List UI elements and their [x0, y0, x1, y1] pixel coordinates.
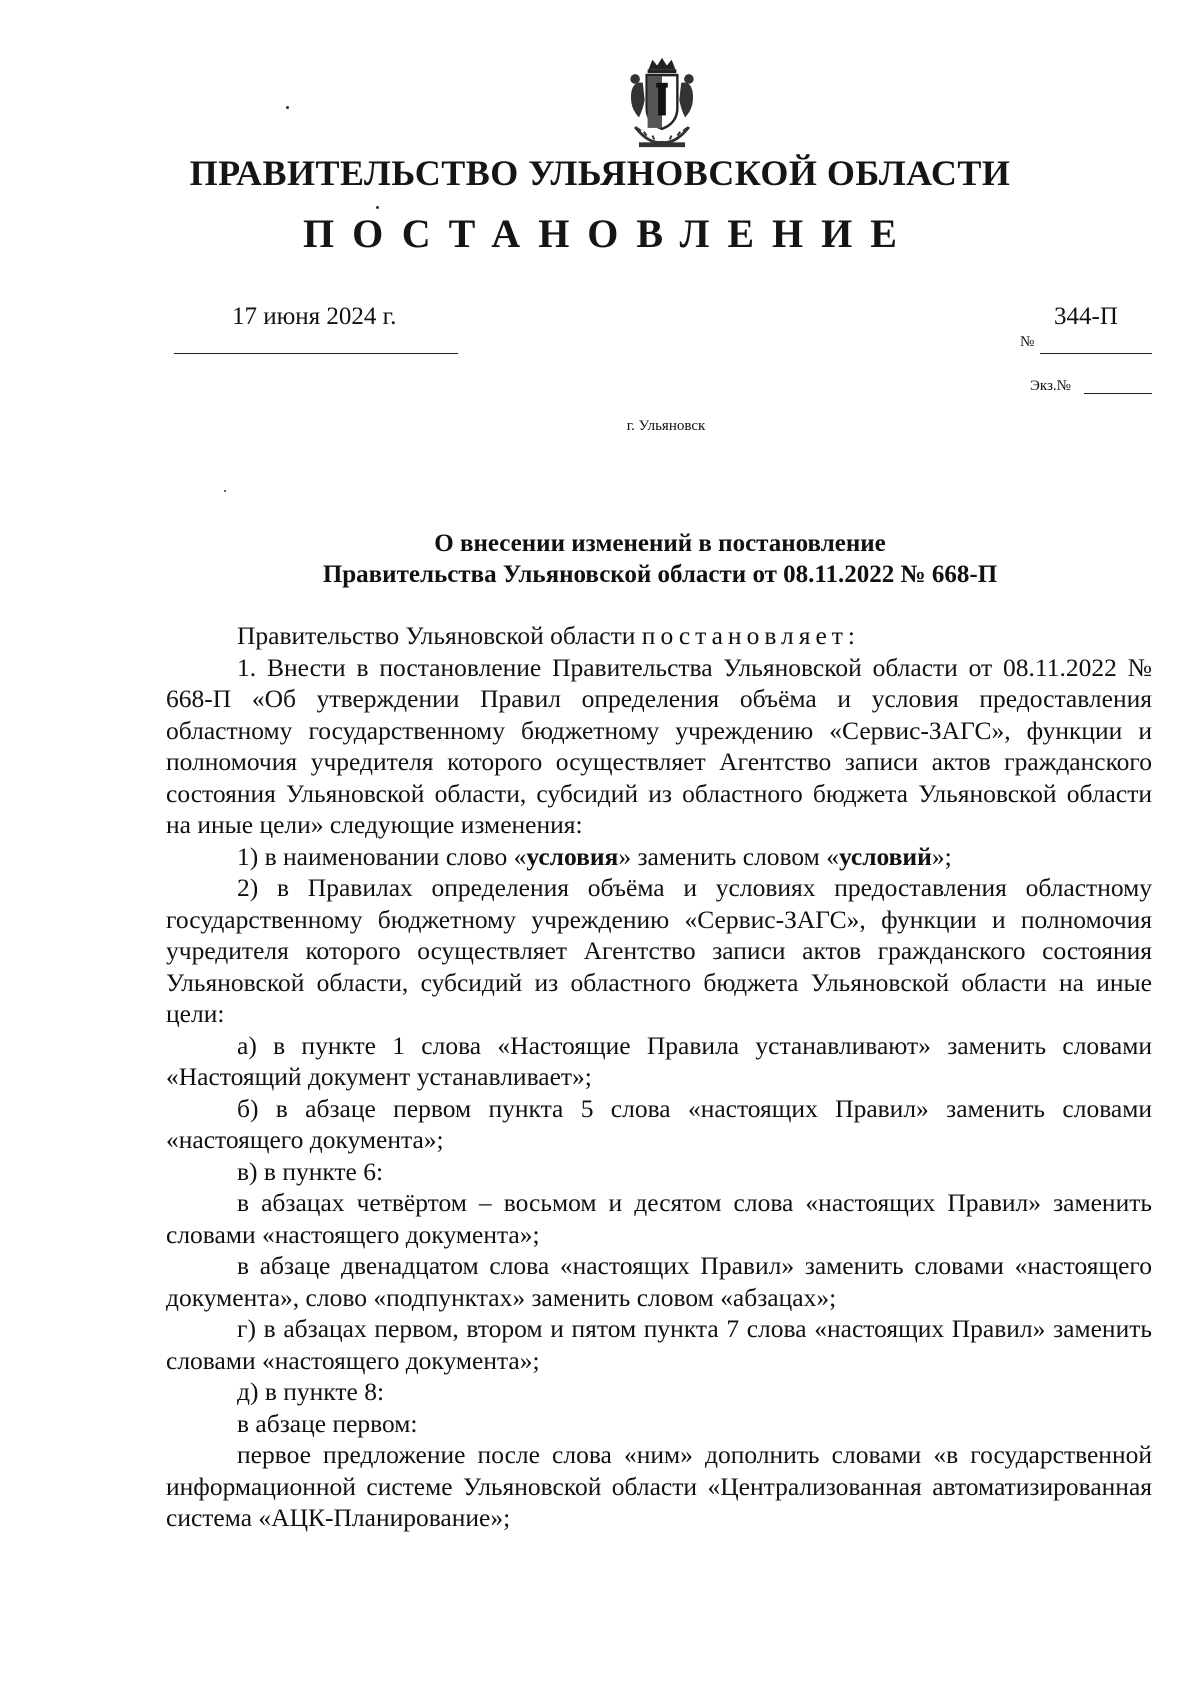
paragraph-8: в абзаце двенадцатом слова «настоящих Правил» заменить словами «настоящего документа», слово «подпунктах» заменить словом «абзацах»;	[166, 1251, 1152, 1312]
document-body	[166, 620, 1152, 1534]
intro-resolves: постановляет:	[641, 621, 861, 650]
intro-prefix: Правительство Ульяновской области	[237, 621, 642, 650]
heading-line-2: Правительства Ульяновской области от 08.11.2022 № 668-П	[322, 561, 998, 588]
paragraph-10: д) в пункте 8:	[237, 1377, 385, 1406]
copy-number-underline	[1084, 393, 1152, 394]
paragraph-2	[166, 841, 1152, 873]
coat-of-arms-icon	[614, 54, 710, 150]
scan-speck	[376, 206, 379, 209]
number-underline	[1040, 353, 1152, 354]
date-underline	[174, 353, 458, 354]
paragraph-6: в) в пункте 6:	[237, 1156, 384, 1186]
heading-line-1: О внесении изменений в постановление	[434, 530, 886, 557]
scan-speck	[224, 490, 226, 492]
copy-number-label: Экз.№	[1030, 378, 1071, 394]
city: г. Ульяновск	[626, 418, 706, 434]
paragraph-11: в абзаце первом:	[237, 1408, 418, 1438]
paragraph-12: первое предложение после слова «ним» дополнить словами «в государственной информационной системе Ульяновской области «Централизованная автоматизированная система «АЦК-Планирование»;	[166, 1440, 1152, 1532]
p2-text-a: 1) в наименовании слово «	[237, 841, 527, 871]
government-title: ПРАВИТЕЛЬСТВО УЛЬЯНОВСКОЙ ОБЛАСТИ	[189, 153, 1011, 193]
p2-text-e: »;	[931, 841, 952, 871]
paragraph-9: г) в абзацах первом, втором и пятом пункта 7 слова «настоящих Правил» заменить словами «настоящего документа»;	[166, 1314, 1152, 1375]
intro-paragraph	[166, 620, 1152, 652]
document-heading	[160, 528, 1160, 590]
p2-bold-a: условия	[526, 841, 619, 871]
document-type: ПОСТАНОВЛЕНИЕ	[303, 211, 915, 256]
number-label: №	[1020, 334, 1035, 350]
scan-speck	[286, 106, 289, 109]
p2-bold-b: условий	[838, 841, 932, 871]
paragraph-4: а) в пункте 1 слова «Настоящие Правила устанавливают» заменить словами «Настоящий документ устанавливает»;	[166, 1030, 1152, 1091]
paragraph-5: б) в абзаце первом пункта 5 слова «настоящих Правил» заменить словами «настоящего документа»;	[166, 1093, 1152, 1154]
paragraph-7: в абзацах четвёртом – восьмом и десятом слова «настоящих Правил» заменить словами «настоящего документа»;	[166, 1188, 1152, 1249]
document-date: 17 июня 2024 г.	[232, 303, 397, 330]
paragraph-3: 2) в Правилах определения объёма и условиях предоставления областному государственному бюджетному учреждению «Сервис-ЗАГС», функции и полномочия учредителя которого осуществляет Агентство записи актов гражданского состояния Ульяновской области, субсидий из областного бюджета Ульяновской области на иные цели:	[166, 873, 1152, 1028]
p2-text-c: » заменить словом «	[618, 841, 839, 871]
document-number: 344-П	[1054, 303, 1118, 330]
paragraph-1: 1. Внести в постановление Правительства Ульяновской области от 08.11.2022 № 668-П «Об утверждении Правил определения объёма и условия предоставления областному государственному бюджетному учреждению «Сервис-ЗАГС», функции и полномочия учредителя которого осуществляет Агентство записи актов гражданского состояния Ульяновской области, субсидий из областного бюджета Ульяновской области на иные цели» следующие изменения:	[166, 652, 1152, 839]
